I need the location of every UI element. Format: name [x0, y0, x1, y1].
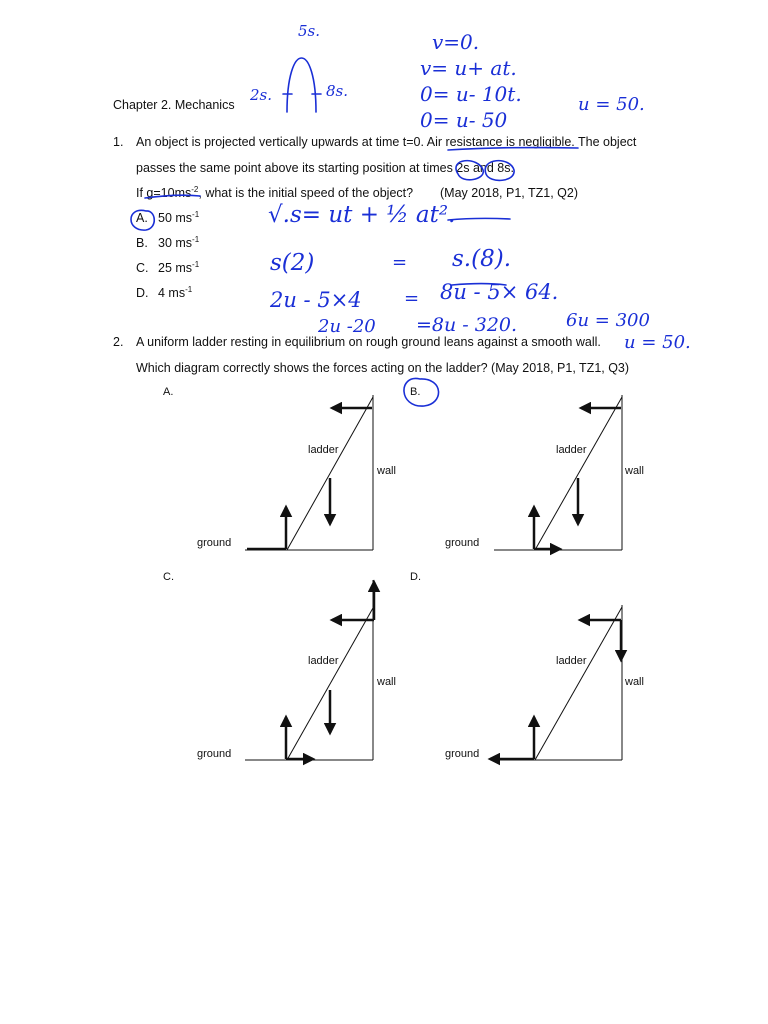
underline-work	[448, 218, 510, 220]
hw-work3a: 2u - 5×4	[270, 288, 362, 312]
diagram-b[interactable]	[494, 395, 622, 550]
option-value: 30 ms	[158, 236, 193, 250]
q1-gravity-exp: -2	[191, 185, 199, 194]
hw-work3c: 8u - 5× 64.	[440, 280, 559, 304]
hw-work1: √.s= ut + ½ at².	[268, 202, 456, 228]
diagram-b-letter: B.	[410, 386, 421, 398]
diagram-c-ladder-label: ladder	[308, 655, 339, 667]
option-unit-exp: -1	[192, 210, 200, 219]
diagram-c[interactable]	[245, 580, 374, 760]
option-value: 50 ms	[158, 211, 193, 225]
option-value: 25 ms	[158, 261, 193, 275]
diagram-a-wall-label: wall	[377, 465, 396, 477]
option-unit-exp: -1	[192, 235, 200, 244]
underline-negligible	[448, 148, 578, 150]
q2-line1: A uniform ladder resting in equilibrium on rough ground leans against a smooth wall.	[136, 335, 601, 349]
q1-line1: An object is projected vertically upwards at time t=0. Air resistance is negligible. The object	[136, 135, 637, 149]
q1-source: (May 2018, P1, TZ1, Q2)	[440, 186, 579, 200]
diagram-d-letter: D.	[410, 571, 421, 583]
handwriting-strokes	[131, 58, 578, 406]
diagram-c-wall-label: wall	[377, 676, 396, 688]
circle-2s-8s	[456, 161, 514, 181]
diagram-c-letter: C.	[163, 571, 174, 583]
option-unit-exp: -1	[185, 285, 193, 294]
option-value: 4 ms	[158, 286, 186, 300]
hw-left-2s: 2s.	[250, 86, 273, 104]
hw-work2a: s(2)	[270, 250, 315, 276]
q1-question: , what is the initial speed of the object?	[198, 186, 414, 200]
hw-work2c: s.(8).	[452, 246, 512, 272]
hw-top-5s: 5s.	[298, 22, 321, 40]
diagram-d-ladder-label: ladder	[556, 655, 587, 667]
hw-result2: u = 50.	[624, 332, 691, 353]
hw-result1: u = 50.	[578, 94, 645, 115]
underline-g	[145, 195, 200, 198]
hw-work4c: 6u = 300	[566, 310, 650, 331]
diagram-d-ground-label: ground	[445, 748, 480, 760]
hw-eq1: v=0.	[432, 30, 480, 54]
ladder-line	[535, 607, 622, 760]
q2-number: 2.	[113, 335, 124, 349]
diagram-a[interactable]	[245, 395, 373, 550]
option-letter: B.	[136, 236, 148, 250]
ladder-line	[287, 608, 373, 760]
chapter-title: Chapter 2. Mechanics	[113, 98, 235, 112]
circle-answer-a	[131, 210, 154, 230]
hw-work4b: =8u - 320.	[416, 314, 518, 336]
hw-eq2: v= u+ at.	[420, 56, 517, 80]
q1-gravity: If g=10ms	[136, 186, 192, 200]
q1-number: 1.	[113, 135, 124, 149]
diagram-b-ladder-label: ladder	[556, 444, 587, 456]
diagram-b-wall-label: wall	[625, 465, 644, 477]
q2-line2: Which diagram correctly shows the forces acting on the ladder? (May 2018, P1, TZ1, Q3)	[136, 361, 630, 375]
hw-work2b: =	[392, 252, 408, 273]
diagram-d-wall-label: wall	[625, 676, 644, 688]
hw-eq3: 0= u- 10t.	[420, 82, 522, 106]
diagram-b-ground-label: ground	[445, 537, 480, 549]
option-letter: C.	[136, 261, 149, 275]
hw-right-8s: 8s.	[326, 82, 349, 100]
option-unit-exp: -1	[192, 260, 200, 269]
q1-line2: passes the same point above its starting position at times 2s and 8s.	[136, 161, 514, 175]
diagram-a-ground-label: ground	[197, 537, 232, 549]
option-letter: A.	[136, 211, 148, 225]
hw-eq4: 0= u- 50	[420, 108, 508, 132]
ladder-line	[287, 397, 373, 550]
ladder-line	[535, 397, 622, 550]
diagram-c-ground-label: ground	[197, 748, 232, 760]
hw-work4a: 2u -20	[318, 316, 376, 337]
diagram-a-letter: A.	[163, 386, 174, 398]
option-letter: D.	[136, 286, 149, 300]
diagram-a-ladder-label: ladder	[308, 444, 339, 456]
diagram-d[interactable]	[490, 605, 622, 760]
hw-work3b: =	[404, 288, 420, 309]
trajectory-arc	[287, 58, 316, 112]
